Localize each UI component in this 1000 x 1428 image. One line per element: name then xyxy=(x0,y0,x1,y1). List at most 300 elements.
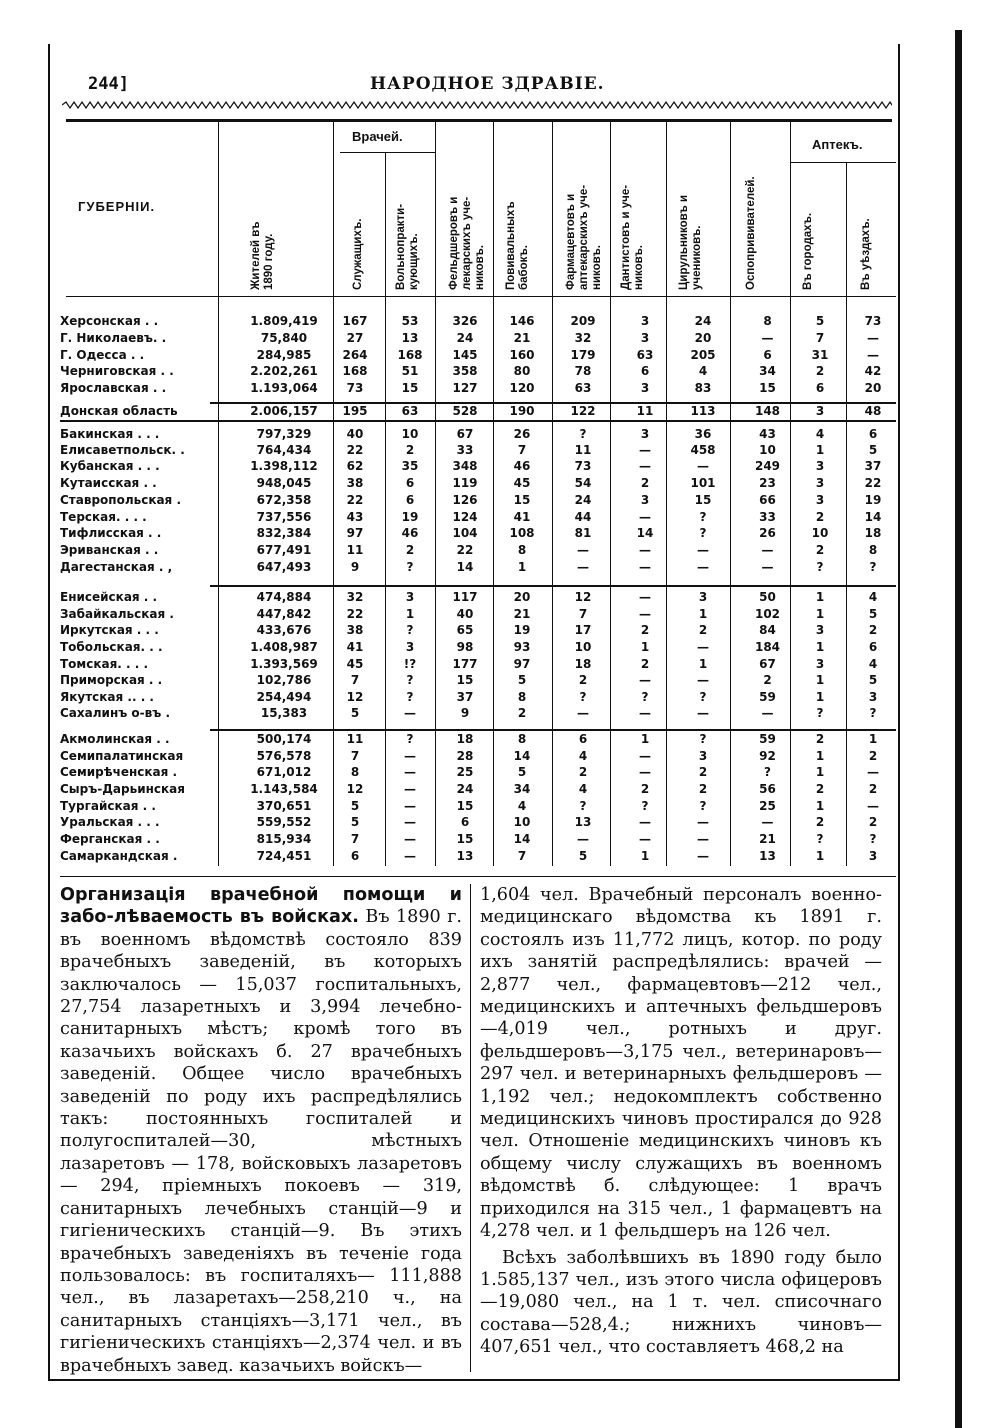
cell-pharm-uezd: 2 xyxy=(868,623,878,637)
cell-pharm-towns: 1 xyxy=(815,673,825,687)
cell-pharm-towns: 1 xyxy=(815,443,825,457)
cell-pharmacists: — xyxy=(577,706,589,720)
cell-barbers: ? xyxy=(699,732,707,746)
cell-doctors-private: — xyxy=(404,765,416,779)
cell-doctors-private: 53 xyxy=(401,314,419,328)
cell-dentists: 3 xyxy=(640,381,650,395)
cell-population: 1.398,112 xyxy=(250,459,318,473)
cell-gubernia: Черниговская . . xyxy=(60,364,174,378)
cell-doctors-private: 3 xyxy=(405,640,415,654)
cell-population: 433,676 xyxy=(256,623,312,637)
cell-gubernia: Донская область xyxy=(60,404,178,418)
cell-doctors-serving: 8 xyxy=(350,765,360,779)
cell-doctors-serving: 6 xyxy=(350,849,360,863)
cell-dentists: 2 xyxy=(640,782,650,796)
cell-vaccinators: ? xyxy=(764,765,771,779)
cell-barbers: 113 xyxy=(690,404,716,418)
cell-population: 815,934 xyxy=(256,832,312,846)
cell-pharm-uezd: 8 xyxy=(868,543,878,557)
cell-midwives: 190 xyxy=(509,404,535,418)
cell-midwives: 8 xyxy=(517,543,527,557)
header-midwives: Повивальныхъ бабокъ. xyxy=(505,201,530,290)
cell-barbers: 15 xyxy=(694,493,712,507)
cell-population: 677,491 xyxy=(256,543,312,557)
cell-pharm-towns: 3 xyxy=(815,404,825,418)
cell-pharm-towns: 10 xyxy=(811,526,829,540)
cell-pharm-towns: 3 xyxy=(815,657,825,671)
cell-gubernia: Забайкальская . xyxy=(60,607,174,621)
pharmacies-group-rule xyxy=(790,162,896,163)
cell-dentists: 14 xyxy=(636,526,654,540)
cell-vaccinators: — xyxy=(761,331,774,345)
cell-gubernia: Иркутская . . . xyxy=(60,623,159,637)
cell-midwives: 46 xyxy=(513,459,531,473)
cell-gubernia: Томская. . . . xyxy=(60,657,149,671)
cell-doctors-serving: 22 xyxy=(346,493,364,507)
cell-doctors-private: ? xyxy=(406,673,414,687)
cell-feldshers: 104 xyxy=(452,526,478,540)
cell-population: 647,493 xyxy=(256,560,312,574)
cell-midwives: 7 xyxy=(517,443,527,457)
cell-gubernia: Кутаисская . . xyxy=(60,476,157,490)
table-row xyxy=(60,493,900,509)
cell-midwives: 160 xyxy=(509,348,535,362)
cell-doctors-private: — xyxy=(404,706,416,720)
cell-pharmacists: 81 xyxy=(574,526,592,540)
cell-dentists: 6 xyxy=(640,364,650,378)
table-row xyxy=(60,815,900,831)
cell-pharm-uezd: ? xyxy=(869,832,877,846)
cell-feldshers: 67 xyxy=(456,427,474,441)
table-row xyxy=(60,364,900,380)
cell-barbers: 1 xyxy=(698,607,708,621)
cell-vaccinators: 43 xyxy=(759,427,776,441)
cell-pharm-uezd: ? xyxy=(869,706,877,720)
table-row xyxy=(60,526,900,542)
cell-dentists: — xyxy=(639,543,651,557)
cell-feldshers: 145 xyxy=(452,348,478,362)
cell-vaccinators: 66 xyxy=(759,493,776,507)
cell-pharm-uezd: 6 xyxy=(868,640,878,654)
cell-dentists: — xyxy=(639,510,651,524)
table-row xyxy=(60,381,900,397)
cell-pharm-towns: 5 xyxy=(815,314,825,328)
cell-doctors-serving: 11 xyxy=(346,732,364,746)
cell-pharm-uezd: 2 xyxy=(868,782,878,796)
page-number: 244] xyxy=(88,74,129,94)
header-doctors-group: Врачей. xyxy=(352,129,403,144)
cell-feldshers: 126 xyxy=(452,493,478,507)
cell-dentists: 2 xyxy=(640,623,650,637)
cell-gubernia: Бакинская . . . xyxy=(60,427,160,441)
cell-gubernia: Елисаветпольск. . xyxy=(60,443,185,457)
cell-gubernia: Приморская . . xyxy=(60,673,163,687)
cell-pharm-uezd: 19 xyxy=(864,493,882,507)
cell-doctors-private: — xyxy=(404,749,416,763)
cell-dentists: 1 xyxy=(640,732,650,746)
cell-pharmacists: 122 xyxy=(570,404,596,418)
cell-doctors-private: ? xyxy=(406,623,414,637)
cell-midwives: 34 xyxy=(513,782,531,796)
cell-doctors-private: 19 xyxy=(401,510,419,524)
cell-pharm-towns: 3 xyxy=(815,459,825,473)
cell-doctors-private: 46 xyxy=(401,526,419,540)
cell-feldshers: 28 xyxy=(456,749,474,763)
cell-pharm-towns: 1 xyxy=(815,590,825,604)
table-row xyxy=(60,443,900,459)
cell-pharm-uezd: 3 xyxy=(868,849,878,863)
cell-gubernia: Семирѣченская . xyxy=(60,765,178,779)
cell-midwives: 2 xyxy=(517,706,527,720)
table-row xyxy=(60,706,900,722)
cell-gubernia: Якутская .. . . xyxy=(60,690,154,704)
cell-feldshers: 15 xyxy=(456,832,474,846)
table-row xyxy=(60,427,900,443)
cell-pharmacists: ? xyxy=(579,427,587,441)
cell-population: 474,884 xyxy=(256,590,312,604)
cell-gubernia: Акмолинская . . xyxy=(60,732,170,746)
cell-pharmacists: 63 xyxy=(574,381,592,395)
cell-dentists: ? xyxy=(641,690,649,704)
cell-doctors-private: 6 xyxy=(405,493,415,507)
header-vaccinators: Оспопрививателей. xyxy=(745,176,757,290)
cell-midwives: 15 xyxy=(513,493,531,507)
cell-pharm-towns: ? xyxy=(816,560,824,574)
cell-feldshers: 37 xyxy=(456,690,474,704)
header-pharmacists: Фармацевтовъ и аптекарскихъ уче- никовъ. xyxy=(565,184,603,290)
cell-population: 764,434 xyxy=(256,443,312,457)
cell-doctors-serving: 168 xyxy=(342,364,368,378)
cell-pharm-towns: ? xyxy=(816,832,824,846)
cell-doctors-private: — xyxy=(404,815,416,829)
table-row xyxy=(60,560,900,576)
cell-dentists: 1 xyxy=(640,640,650,654)
cell-feldshers: 15 xyxy=(456,673,474,687)
cell-pharmacists: 2 xyxy=(578,673,588,687)
cell-pharm-uezd: — xyxy=(867,765,879,779)
cell-pharm-towns: 1 xyxy=(815,799,825,813)
cell-doctors-serving: 40 xyxy=(346,427,364,441)
cell-feldshers: 326 xyxy=(452,314,478,328)
cell-vaccinators: 59 xyxy=(759,690,776,704)
cell-doctors-private: 15 xyxy=(401,381,419,395)
cell-gubernia: Дагестанская . , xyxy=(60,560,173,574)
cell-midwives: 41 xyxy=(513,510,531,524)
cell-pharm-towns: 2 xyxy=(815,782,825,796)
cell-pharm-uezd: — xyxy=(867,331,879,345)
table-row xyxy=(60,314,900,330)
table-row xyxy=(60,590,900,606)
cell-doctors-serving: 12 xyxy=(346,782,364,796)
cell-vaccinators: 50 xyxy=(759,590,776,604)
cell-barbers: 4 xyxy=(698,364,708,378)
table-row xyxy=(60,673,900,689)
cell-dentists: — xyxy=(639,607,651,621)
cell-doctors-serving: 5 xyxy=(350,799,360,813)
cell-vaccinators: 67 xyxy=(759,657,776,671)
cell-barbers: 3 xyxy=(698,590,708,604)
header-doctors-serving: Служащихъ. xyxy=(352,218,364,290)
table-row xyxy=(60,510,900,526)
cell-gubernia: Ставропольская . xyxy=(60,493,181,507)
right-column xyxy=(480,884,882,1359)
cell-doctors-serving: 9 xyxy=(350,560,360,574)
cell-pharm-towns: 4 xyxy=(815,427,825,441)
cell-pharm-towns: 3 xyxy=(815,476,825,490)
table-row xyxy=(60,459,900,475)
cell-feldshers: 13 xyxy=(456,849,474,863)
cell-pharm-uezd: 4 xyxy=(868,657,878,671)
cell-vaccinators: 33 xyxy=(759,510,776,524)
cell-dentists: 3 xyxy=(640,314,650,328)
cell-dentists: 3 xyxy=(640,331,650,345)
cell-barbers: 2 xyxy=(698,782,708,796)
cell-vaccinators: 184 xyxy=(754,640,781,654)
cell-pharm-towns: 6 xyxy=(815,381,825,395)
cell-pharmacists: 209 xyxy=(570,314,596,328)
table-row xyxy=(60,690,900,706)
cell-doctors-serving: 27 xyxy=(346,331,364,345)
cell-gubernia: Г. Николаевъ. . xyxy=(60,331,167,345)
cell-doctors-serving: 195 xyxy=(342,404,368,418)
header-pharm-towns: Въ городахъ. xyxy=(802,212,814,290)
cell-barbers: ? xyxy=(699,799,707,813)
cell-pharm-towns: ? xyxy=(816,706,824,720)
cell-vaccinators: 10 xyxy=(759,443,776,457)
cell-dentists: — xyxy=(639,706,651,720)
cell-doctors-serving: 73 xyxy=(346,381,364,395)
cell-gubernia: Эриванская . . xyxy=(60,543,159,557)
cell-population: 284,985 xyxy=(256,348,312,362)
cell-doctors-private: 6 xyxy=(405,476,415,490)
table-row xyxy=(60,782,900,798)
cell-gubernia: Терская. . . . xyxy=(60,510,147,524)
cell-feldshers: 14 xyxy=(456,560,474,574)
left-body-text: Въ 1890 г. въ военномъ вѣдомствѣ состояло 839 врачебныхъ заведеній, въ которыхъ заключалось — 15,037 госпитальныхъ, 27,754 лазаретныхъ и 3,994 лечебно-санитарныхъ мѣстъ; кромѣ того въ казачьихъ войскахъ б. 27 врачебныхъ заведеній. Общее число врачебныхъ заведеній по роду ихъ распредѣлялись такъ: постоянныхъ госпиталей и полугоспиталей—30, мѣстныхъ лазаретовъ — 178, войсковыхъ лазаретовъ — 294, пріемныхъ покоевъ — 319, санитарныхъ лечебныхъ станцій—9 и гигіеническихъ станцій—9. Въ этихъ врачебныхъ заведеніяхъ въ теченіе года пользовалось: въ госпиталяхъ— 111,888 чел., въ лазаретахъ—258,210 ч., на санитарныхъ станціяхъ—3,171 чел., въ гигіеническихъ станціяхъ—2,374 чел. и въ врачебныхъ завед. казачьихъ войскъ— xyxy=(60,907,463,1376)
cell-gubernia: Сыръ-Дарьинская xyxy=(60,782,185,796)
cell-doctors-private: 63 xyxy=(401,404,419,418)
cell-vaccinators: 92 xyxy=(759,749,776,763)
cell-pharmacists: 54 xyxy=(574,476,592,490)
cell-midwives: 4 xyxy=(517,799,527,813)
cell-gubernia: Семипалатинская xyxy=(60,749,184,763)
cell-pharm-uezd: 22 xyxy=(864,476,882,490)
cell-pharm-towns: 1 xyxy=(815,849,825,863)
cell-feldshers: 40 xyxy=(456,607,474,621)
cell-vaccinators: 25 xyxy=(759,799,776,813)
cell-vaccinators: 34 xyxy=(759,364,776,378)
cell-barbers: — xyxy=(697,459,709,473)
cell-vaccinators: 56 xyxy=(759,782,776,796)
cell-feldshers: 33 xyxy=(456,443,474,457)
cell-vaccinators: 13 xyxy=(759,849,776,863)
cell-population: 724,451 xyxy=(256,849,312,863)
cell-pharmacists: 44 xyxy=(574,510,592,524)
cell-doctors-private: 2 xyxy=(405,443,415,457)
table-row xyxy=(60,640,900,656)
table-row xyxy=(60,732,900,748)
cell-feldshers: 18 xyxy=(456,732,474,746)
cell-population: 1.408,987 xyxy=(250,640,318,654)
cell-pharmacists: 12 xyxy=(574,590,592,604)
cell-barbers: — xyxy=(697,815,709,829)
cell-doctors-serving: 7 xyxy=(350,749,360,763)
cell-doctors-private: !? xyxy=(403,657,417,671)
cell-doctors-private: 2 xyxy=(405,543,415,557)
cell-vaccinators: 23 xyxy=(759,476,776,490)
cell-midwives: 19 xyxy=(513,623,531,637)
cell-barbers: — xyxy=(697,706,709,720)
cell-pharm-towns: 7 xyxy=(815,331,825,345)
cell-dentists: — xyxy=(639,832,651,846)
table-row xyxy=(60,849,900,865)
header-barbers: Цирульниковъ и учениковъ. xyxy=(678,194,703,290)
cell-doctors-serving: 41 xyxy=(346,640,364,654)
cell-pharm-towns: 1 xyxy=(815,690,825,704)
group-rule-3 xyxy=(210,585,896,587)
cell-pharm-uezd: 5 xyxy=(868,607,878,621)
cell-pharmacists: 24 xyxy=(574,493,592,507)
cell-population: 102,786 xyxy=(256,673,312,687)
page-edge-bar xyxy=(955,30,962,1428)
cell-vaccinators: 249 xyxy=(754,459,781,473)
cell-doctors-private: 168 xyxy=(397,348,423,362)
cell-doctors-private: ? xyxy=(406,690,414,704)
cell-population: 1.393,569 xyxy=(250,657,318,671)
cell-pharm-uezd: ? xyxy=(869,560,877,574)
cell-feldshers: 15 xyxy=(456,799,474,813)
cell-midwives: 45 xyxy=(513,476,531,490)
cell-midwives: 14 xyxy=(513,749,531,763)
cell-barbers: 3 xyxy=(698,749,708,763)
cell-midwives: 7 xyxy=(517,849,527,863)
cell-vaccinators: 148 xyxy=(754,404,781,418)
cell-doctors-serving: 62 xyxy=(346,459,364,473)
cell-pharm-towns: 1 xyxy=(815,607,825,621)
cell-doctors-serving: 7 xyxy=(350,673,360,687)
cell-midwives: 120 xyxy=(509,381,535,395)
table-row xyxy=(60,404,900,420)
cell-doctors-serving: 43 xyxy=(346,510,364,524)
cell-population: 576,578 xyxy=(256,749,312,763)
cell-gubernia: Кубанская . . . xyxy=(60,459,160,473)
cell-barbers: 1 xyxy=(698,657,708,671)
header-doctors-private: Вольнопракти- кующихъ. xyxy=(395,203,420,290)
cell-barbers: — xyxy=(697,673,709,687)
cell-pharmacists: — xyxy=(577,832,589,846)
cell-doctors-serving: 12 xyxy=(346,690,364,704)
cell-barbers: 205 xyxy=(690,348,716,362)
cell-pharm-uezd: 4 xyxy=(868,590,878,604)
cell-pharm-towns: 1 xyxy=(815,749,825,763)
cell-doctors-serving: 5 xyxy=(350,706,360,720)
cell-doctors-private: — xyxy=(404,799,416,813)
cell-dentists: — xyxy=(639,459,651,473)
left-column xyxy=(60,884,462,1377)
cell-pharm-uezd: 5 xyxy=(868,443,878,457)
cell-dentists: — xyxy=(639,765,651,779)
cell-pharmacists: 73 xyxy=(574,459,592,473)
header-dentists: Дантистовъ и уче- никовъ. xyxy=(620,184,645,290)
ornamental-rule xyxy=(62,101,892,109)
column-divider xyxy=(470,884,471,1372)
cell-midwives: 146 xyxy=(509,314,535,328)
cell-midwives: 21 xyxy=(513,607,531,621)
cell-dentists: — xyxy=(639,590,651,604)
cell-vaccinators: 8 xyxy=(763,314,772,328)
cell-population: 2.006,157 xyxy=(250,404,318,418)
cell-pharm-towns: 31 xyxy=(811,348,829,362)
cell-dentists: — xyxy=(639,673,651,687)
cell-dentists: ? xyxy=(641,799,649,813)
cell-gubernia: Ферганская . . xyxy=(60,832,160,846)
cell-pharmacists: 18 xyxy=(574,657,592,671)
cell-dentists: 3 xyxy=(640,427,650,441)
table-row xyxy=(60,832,900,848)
cell-pharmacists: — xyxy=(577,543,589,557)
cell-pharmacists: 179 xyxy=(570,348,596,362)
cell-population: 948,045 xyxy=(256,476,312,490)
cell-midwives: 8 xyxy=(517,690,527,704)
table-row xyxy=(60,765,900,781)
cell-pharm-uezd: 18 xyxy=(864,526,882,540)
cell-pharm-towns: 2 xyxy=(815,815,825,829)
cell-barbers: 2 xyxy=(698,623,708,637)
cell-population: 1.809,419 xyxy=(250,314,318,328)
header-population: Жителей въ 1890 году. xyxy=(250,221,275,290)
cell-pharmacists: ? xyxy=(579,799,587,813)
cell-midwives: 108 xyxy=(509,526,535,540)
cell-population: 370,651 xyxy=(256,799,312,813)
right-paragraph-1: 1,604 чел. Врачебный персоналъ военно-медицинскаго вѣдомства къ 1891 г. состоялъ изъ 11,772 лицъ, котор. по роду ихъ занятій распредѣлялись: врачей — 2,877 чел., фармацевтовъ—212 чел., медицинскихъ и аптечныхъ фельдшеровъ—4,019 чел., ротныхъ и друг. фельдшеровъ—3,175 чел., ветеринаровъ—297 чел. и ветеринарныхъ фельдшеровъ — 1,192 чел.; недокомплектъ собственно медицинскихъ чиновъ простирался до 928 чел. Отношеніе медицинскихъ чиновъ къ общему числу служащихъ въ военномъ вѣдомствѣ б. слѣдующее: 1 врачъ приходился на 315 чел., 1 фармацевтъ на 4,278 чел. и 1 фельдшеръ на 126 чел. xyxy=(480,885,882,1242)
cell-population: 1.143,584 xyxy=(250,782,318,796)
cell-pharm-uezd: 42 xyxy=(864,364,882,378)
cell-gubernia: Тифлисская . . xyxy=(60,526,162,540)
cell-dentists: 11 xyxy=(636,404,654,418)
cell-barbers: 458 xyxy=(690,443,716,457)
cell-pharm-uezd: 1 xyxy=(868,732,878,746)
cell-vaccinators: 59 xyxy=(759,732,776,746)
table-row xyxy=(60,348,900,364)
cell-vaccinators: — xyxy=(761,815,774,829)
cell-midwives: 21 xyxy=(513,331,531,345)
table-row xyxy=(60,799,900,815)
cell-pharm-towns: 3 xyxy=(815,493,825,507)
table-bottom-rule xyxy=(60,876,896,877)
table-row xyxy=(60,657,900,673)
cell-pharmacists: 11 xyxy=(574,443,592,457)
cell-pharmacists: 78 xyxy=(574,364,592,378)
cell-feldshers: 348 xyxy=(452,459,478,473)
group-rule-4 xyxy=(210,729,896,731)
cell-dentists: 2 xyxy=(640,657,650,671)
cell-barbers: 24 xyxy=(694,314,712,328)
cell-doctors-serving: 32 xyxy=(346,590,364,604)
cell-barbers: ? xyxy=(699,526,707,540)
cell-feldshers: 358 xyxy=(452,364,478,378)
cell-midwives: 5 xyxy=(517,673,527,687)
cell-pharmacists: 10 xyxy=(574,640,592,654)
cell-doctors-serving: 22 xyxy=(346,607,364,621)
cell-doctors-private: — xyxy=(404,849,416,863)
cell-dentists: 3 xyxy=(640,493,650,507)
header-pharmacies-group: Аптекъ. xyxy=(812,137,863,152)
cell-population: 75,840 xyxy=(260,331,308,345)
table-row xyxy=(60,543,900,559)
cell-pharm-uezd: 6 xyxy=(868,427,878,441)
cell-doctors-serving: 38 xyxy=(346,623,364,637)
cell-pharmacists: 13 xyxy=(574,815,592,829)
